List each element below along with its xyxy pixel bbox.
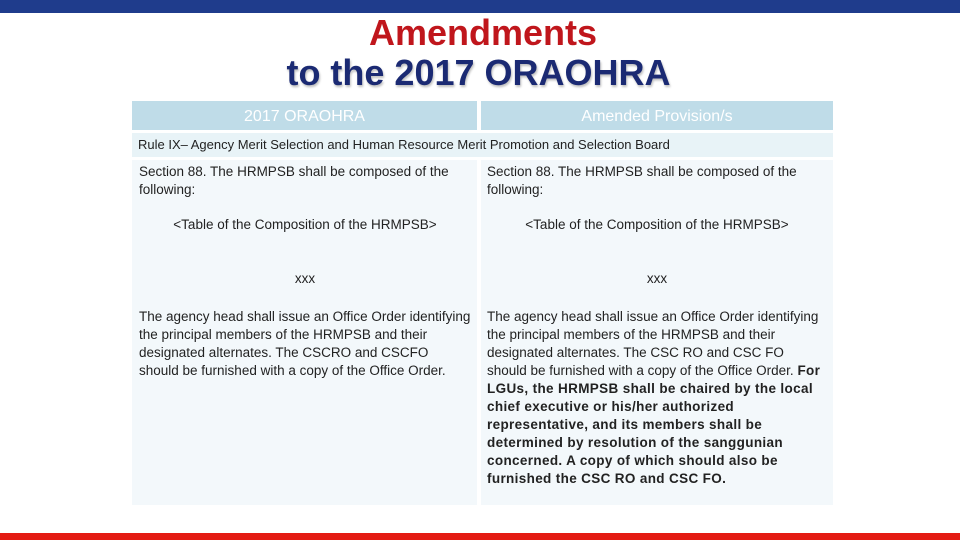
amended-office-order-text: The agency head shall issue an Office Order identifying the principal members of the HRMPSB and their designated alternates. The CSC RO and CSC FO should be furnished with a copy of the Office Order. xyxy=(487,309,819,378)
title-line-1: Amendments xyxy=(368,12,598,53)
header-amended: Amended Provision/s xyxy=(581,108,733,125)
amended-office-order-paragraph xyxy=(487,308,827,488)
header-original: 2017 ORAOHRA xyxy=(244,108,365,125)
original-section-text: Section 88. The HRMPSB shall be composed of the following: xyxy=(139,164,449,197)
slide-title xyxy=(0,13,960,93)
comparison-table xyxy=(132,101,833,505)
amended-provision-cell xyxy=(481,160,833,505)
table-header-row xyxy=(132,101,833,130)
original-provision-cell xyxy=(132,160,477,505)
original-office-order-text: The agency head shall issue an Office Order identifying the principal members of the HRMPSB and their designated alternates. The CSCRO and CSCFO should be furnished with a copy of the Office Order. xyxy=(139,309,471,378)
lgu-amendment-text: For LGUs, the HRMPSB shall be chaired by the local chief executive or his/her authorized representative, and its members shall be determined by resolution of the sanggunian concerned. A copy of which should also be furnished the CSC RO and CSC FO. xyxy=(487,363,821,486)
amended-section-text: Section 88. The HRMPSB shall be composed of the following: xyxy=(487,164,797,197)
amended-table-reference: <Table of the Composition of the HRMPSB> xyxy=(525,217,789,232)
original-table-reference: <Table of the Composition of the HRMPSB> xyxy=(173,217,437,232)
original-xxx: xxx xyxy=(294,271,316,286)
rule-row: Rule IX– Agency Merit Selection and Human Resource Merit Promotion and Selection Board xyxy=(132,133,833,157)
amended-xxx: xxx xyxy=(646,271,668,286)
bottom-accent-bar xyxy=(0,533,960,540)
title-line-2: to the 2017 ORAOHRA xyxy=(286,52,671,93)
